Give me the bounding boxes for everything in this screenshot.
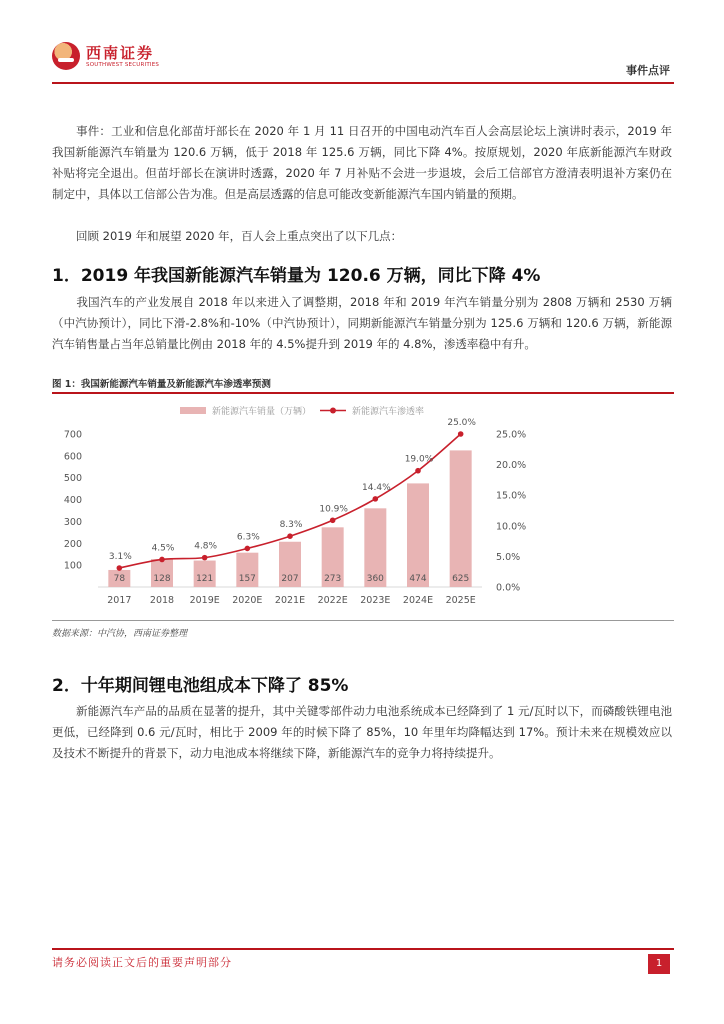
logo-name-cn: 西南证券 xyxy=(86,44,155,62)
bar-value-label: 78 xyxy=(113,574,126,584)
page-number: 1 xyxy=(648,954,670,974)
figure1-top-rule xyxy=(52,392,674,394)
line-point xyxy=(373,496,379,502)
logo-name-en: SOUTHWEST SECURITIES xyxy=(86,62,160,68)
x-tick-label: 2025E xyxy=(445,595,476,606)
line-value-label: 8.3% xyxy=(279,520,303,531)
chart-canvas xyxy=(52,396,674,618)
x-tick-label: 2017 xyxy=(107,595,132,606)
intro-lead xyxy=(52,226,672,247)
y-right-tick-label: 5.0% xyxy=(496,551,521,563)
x-tick-label: 2022E xyxy=(317,595,348,606)
x-tick-label: 2018 xyxy=(149,595,175,606)
line-value-label: 14.4% xyxy=(362,482,391,493)
x-tick-label: 2023E xyxy=(360,595,391,606)
header-divider xyxy=(52,82,674,84)
section2-text: 新能源汽车产品的品质在显著的提升，其中关键零部件动力电池系统成本已经降到了 1 元/瓦时以下，而磷酸铁锂电池更低，已经降到 0.6 元/瓦时，相比于 2009 年的时候下降了 85%，10 年里年均降幅达到 17%。预计未来在规模效应以及技术不断提升的背景下，动力电池成本将继续下降，新能源汽车的竞争力将持续提升。 xyxy=(52,704,672,760)
line-point xyxy=(117,565,123,571)
bar-value-label: 360 xyxy=(366,574,384,584)
x-tick-label: 2019E xyxy=(189,595,220,606)
y-left-tick-label: 200 xyxy=(63,538,82,550)
line-point xyxy=(245,546,251,552)
line-value-label: 3.1% xyxy=(108,552,132,563)
section2-heading: 2．十年期间锂电池组成本下降了 85% xyxy=(52,676,349,696)
y-right-tick-label: 20.0% xyxy=(496,460,527,472)
legend-bar-swatch xyxy=(180,407,206,414)
legend-bar-label: 新能源汽车销量（万辆） xyxy=(212,407,312,417)
line-value-label: 4.8% xyxy=(194,541,218,552)
footer-disclaimer: 请务必阅读正文后的重要声明部分 xyxy=(52,956,232,969)
figure1-title: 图 1：我国新能源汽车销量及新能源汽车渗透率预测 xyxy=(52,379,271,390)
report-type: 事件点评 xyxy=(626,64,670,77)
line-point xyxy=(159,557,165,563)
x-tick-label: 2021E xyxy=(274,595,306,606)
y-left-tick-label: 700 xyxy=(63,429,82,441)
line-point xyxy=(330,517,336,523)
section1-text: 我国汽车的产业发展自 2018 年以来进入了调整期，2018 年和 2019 年汽车销量分别为 2808 万辆和 2530 万辆（中汽协预计），同比下滑-2.8%和-10%（中汽协预计），同期新能源汽车销量分别为 125.6 万辆和 120.6 万辆，新能源汽车销售量占当年总销量比例由 2018 年的 4.5%提升到 2019 年的 4.8%，渗透率稳中有升。 xyxy=(52,295,672,351)
line-value-label: 19.0% xyxy=(404,454,434,465)
legend-line-marker xyxy=(330,408,336,414)
y-right-tick-label: 15.0% xyxy=(496,490,527,502)
line-point xyxy=(287,533,293,539)
bar-value-label: 128 xyxy=(153,574,171,584)
intro-paragraph xyxy=(52,121,672,205)
y-left-tick-label: 400 xyxy=(63,495,82,507)
line-point xyxy=(415,468,421,474)
bar-value-label: 474 xyxy=(409,574,427,584)
bar-value-label: 273 xyxy=(324,574,342,584)
bar xyxy=(450,450,472,587)
logo-emblem-icon xyxy=(52,42,80,70)
y-left-tick-label: 100 xyxy=(63,560,82,572)
section1-heading: 1．2019 年我国新能源汽车销量为 120.6 万辆，同比下降 4% xyxy=(52,266,541,286)
intro-lead-text: 回顾 2019 年和展望 2020 年，百人会上重点突出了以下几点： xyxy=(76,229,403,243)
intro-text: 事件：工业和信息化部苗圩部长在 2020 年 1 月 11 日召开的中国电动汽车百人会高层论坛上演讲时表示，2019 年我国新能源汽车销量为 120.6 万辆，低于 2018 年 125.6 万辆，同比下降 4%。按原规划，2020 年底新能源汽车财政补贴将完全退出。但苗圩部长在演讲时透露，2020 年 7 月补贴不会进一步退坡，会后工信部官方澄清表明退补方案仍在制定中，具体以工信部公告为准。但是高层透露的信息可能改变新能源汽车国内销量的预期。 xyxy=(52,124,672,201)
line-point xyxy=(202,555,208,561)
figure1-bottom-rule xyxy=(52,620,674,621)
line-point xyxy=(458,431,464,437)
figure1-source: 数据来源：中汽协，西南证券整理 xyxy=(52,629,188,639)
section2-paragraph xyxy=(52,701,672,764)
x-tick-label: 2024E xyxy=(402,595,434,606)
y-left-tick-label: 600 xyxy=(63,451,82,463)
y-right-tick-label: 10.0% xyxy=(496,521,527,533)
line-value-label: 4.5% xyxy=(151,543,175,554)
bar-value-label: 121 xyxy=(196,574,214,584)
y-left-tick-label: 300 xyxy=(63,516,82,528)
bar-value-label: 625 xyxy=(452,574,470,584)
y-right-tick-label: 25.0% xyxy=(496,429,527,441)
bar-value-label: 157 xyxy=(238,574,256,584)
line-value-label: 10.9% xyxy=(319,504,348,515)
footer-divider xyxy=(52,948,674,950)
y-right-tick-label: 0.0% xyxy=(496,582,521,594)
line-value-label: 6.3% xyxy=(236,532,260,543)
bar-value-label: 207 xyxy=(281,574,299,584)
page-header xyxy=(0,0,724,90)
x-tick-label: 2020E xyxy=(232,595,263,606)
y-left-tick-label: 500 xyxy=(63,473,82,485)
company-logo xyxy=(52,40,162,76)
line-value-label: 25.0% xyxy=(447,418,476,428)
section1-paragraph xyxy=(52,292,672,355)
bar xyxy=(407,483,429,587)
figure1-chart xyxy=(52,396,674,618)
legend-line-label: 新能源汽车渗透率 xyxy=(352,407,425,417)
